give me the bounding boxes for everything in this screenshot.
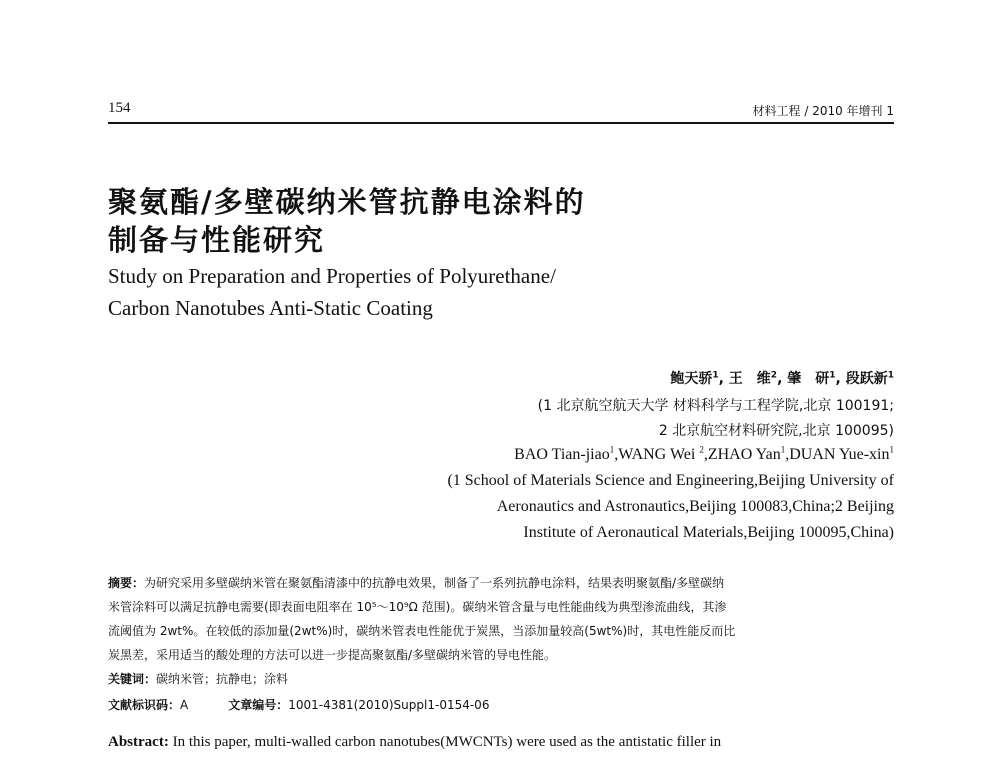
author-separator: , bbox=[703, 446, 708, 463]
article-number-value: 1001-4381(2010)Suppl1-0154-06 bbox=[288, 698, 490, 712]
author-affiliation-mark: 1 bbox=[712, 370, 719, 381]
journal-info: 材料工程 / 2010 年增刊 1 bbox=[752, 104, 894, 118]
author-name: 鲍天骄 bbox=[670, 371, 713, 387]
author-name: 肇 研 bbox=[787, 371, 830, 387]
affiliation-chinese-line-2: 2 北京航空材料研究院,北京 100095) bbox=[658, 423, 894, 439]
authors-chinese bbox=[670, 368, 894, 388]
author-name: BAO Tian-jiao bbox=[514, 446, 610, 463]
abstract-english-label: Abstract: bbox=[108, 734, 169, 750]
author-affiliation-mark: 1 bbox=[780, 444, 786, 455]
abstract-chinese-line-4: 炭黑差，采用适当的酸处理的方法可以进一步提高聚氨酯/多壁碳纳米管的导电性能。 bbox=[108, 648, 557, 662]
author-affiliation-mark: 1 bbox=[609, 444, 615, 455]
author-affiliation-mark: 1 bbox=[829, 370, 836, 381]
author-separator: , bbox=[785, 446, 790, 463]
title-chinese-line-1: 聚氨酯/多壁碳纳米管抗静电涂料的 bbox=[108, 185, 586, 219]
author-name: DUAN Yue-xin bbox=[789, 446, 890, 463]
affiliation-english-line-1: (1 School of Materials Science and Engineering,Beijing University of bbox=[447, 472, 894, 489]
author-affiliation-mark: 2 bbox=[770, 370, 778, 381]
running-header bbox=[108, 96, 894, 124]
affiliation-chinese-line-1: (1 北京航空航天大学 材料科学与工程学院,北京 100191; bbox=[537, 398, 894, 414]
author-affiliation-mark: 2 bbox=[699, 444, 704, 455]
abstract-english-text: In this paper, multi-walled carbon nanotubes(MWCNTs) were used as the antistatic filler in bbox=[172, 734, 722, 750]
page-number: 154 bbox=[108, 100, 131, 116]
affiliation-english-line-2: Aeronautics and Astronautics,Beijing 100083,China;2 Beijing bbox=[496, 498, 894, 515]
author-name: 段跃新 bbox=[845, 371, 888, 387]
article-number-label: 文章编号： bbox=[228, 698, 289, 712]
author-name: WANG Wei bbox=[618, 446, 700, 463]
authors-english bbox=[514, 446, 894, 464]
author-affiliation-mark: 1 bbox=[887, 370, 894, 381]
abstract-chinese-line-2: 米管涂料可以满足抗静电需要(即表面电阻率在 10⁵～10⁹Ω 范围)。碳纳米管含量与电性能曲线为典型渗流曲线，其渗 bbox=[108, 600, 727, 614]
title-chinese-line-2: 制备与性能研究 bbox=[108, 223, 326, 257]
author-affiliation-mark: 1 bbox=[889, 444, 894, 455]
abstract-english bbox=[108, 734, 721, 751]
title-english-line-1: Study on Preparation and Properties of Polyurethane/ bbox=[108, 264, 556, 288]
doc-code-label: 文献标识码： bbox=[108, 698, 181, 712]
author-separator: , bbox=[718, 371, 724, 387]
abstract-text: 为研究采用多壁碳纳米管在聚氨酯清漆中的抗静电效果，制备了一系列抗静电涂料，结果表明聚氨酯/多壁碳纳 bbox=[144, 576, 725, 590]
author-separator: , bbox=[777, 371, 783, 387]
doc-code-value: A bbox=[180, 698, 189, 712]
author-name: 王 维 bbox=[728, 371, 771, 387]
keywords-value: 碳纳米管；抗静电；涂料 bbox=[156, 672, 289, 686]
affiliation-english-line-3: Institute of Aeronautical Materials,Beijing 100095,China) bbox=[523, 524, 894, 541]
abstract-chinese-line-3: 流阈值为 2wt%。在较低的添加量(2wt%)时，碳纳米管表电性能优于炭黑，当添加量较高(5wt%)时，其电性能反而比 bbox=[108, 624, 736, 638]
keywords-label: 关键词： bbox=[108, 672, 157, 686]
author-separator: , bbox=[835, 371, 841, 387]
abstract-label: 摘要： bbox=[108, 576, 145, 590]
keywords-chinese bbox=[108, 670, 894, 687]
classification-line bbox=[108, 696, 894, 713]
title-english-line-2: Carbon Nanotubes Anti-Static Coating bbox=[108, 296, 433, 320]
author-name: ZHAO Yan bbox=[707, 446, 781, 463]
abstract-chinese-line-1 bbox=[108, 574, 894, 591]
author-separator: , bbox=[614, 446, 619, 463]
